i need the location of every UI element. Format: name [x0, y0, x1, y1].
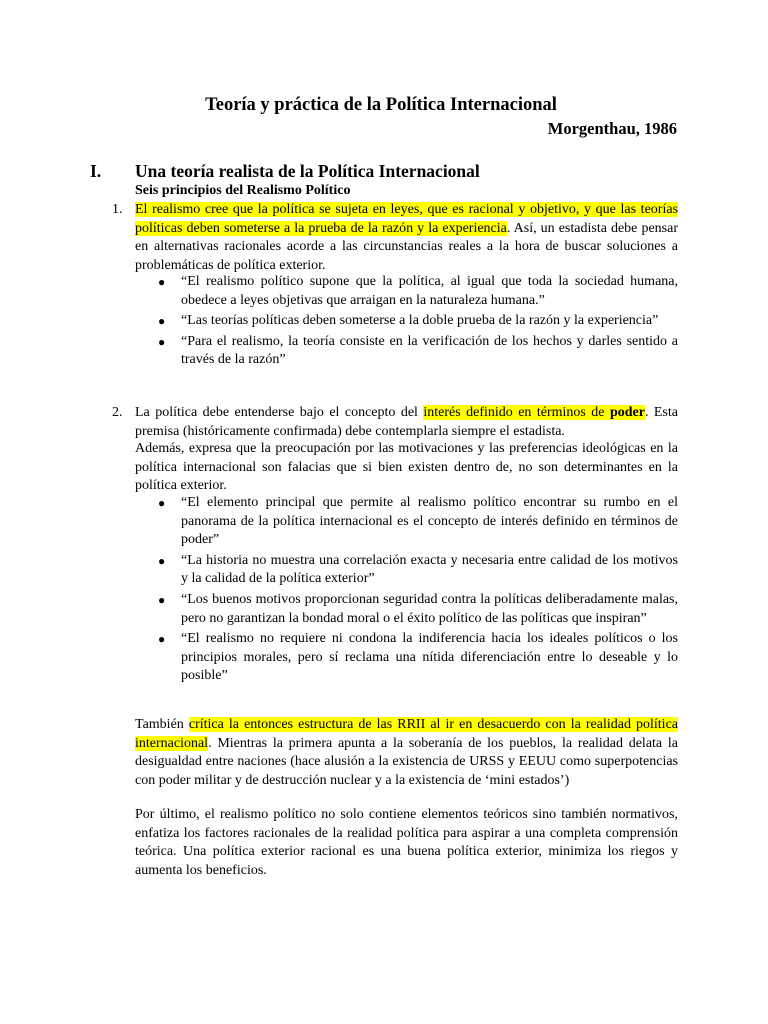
- section-subtitle: Seis principios del Realismo Político: [135, 183, 351, 198]
- document-title: Teoría y práctica de la Política Internacional: [205, 95, 557, 115]
- paragraph-2: [135, 404, 678, 441]
- bullet-text: “El elemento principal que permite al realismo político encontrar su rumbo en el panorama de la política internacional es el concepto de interés definido en términos de poder”: [181, 495, 678, 548]
- list-number-2: 2.: [112, 405, 123, 420]
- paragraph-4: Por último, el realismo político no solo contiene elementos teóricos sino también normativos, enfatiza los factores racionales de la realidad política para aspirar a una completa comprensión teórica. Una política exterior racional es una buena política exterior, minimiza los riegos y aumenta los beneficios.: [135, 807, 678, 878]
- list-item: [158, 630, 678, 686]
- highlighted-bold-text: poder: [609, 405, 645, 420]
- bullet-list-1: [158, 273, 678, 370]
- list-item: [158, 494, 678, 550]
- list-item: [158, 552, 678, 589]
- bullet-text: “Los buenos motivos proporcionan seguridad contra la políticas deliberadamente malas, pero no garantizan la bondad moral o el éxito político de las políticas que inspiran”: [181, 591, 678, 626]
- paragraph-text: La política debe entenderse bajo el concepto del: [135, 405, 424, 420]
- paragraph-text: . Mientras la primera apunta a la soberanía de los pueblos, la realidad delata la desigualdad entre naciones (hace alusión a la existencia de URSS y EEUU como superpotencias con poder militar y de destrucción nuclear y a la existencia de ‘mini estados’): [135, 735, 678, 788]
- list-item: [158, 312, 678, 331]
- list-item: [158, 591, 678, 628]
- bullet-dot-icon: ●: [158, 592, 166, 607]
- highlighted-text: crítica la entonces estructura de las RRII al ir en desacuerdo con la realidad política internacional: [135, 717, 678, 751]
- paragraph-text: También: [135, 717, 189, 732]
- list-item: [158, 273, 678, 310]
- paragraph-2b: Además, expresa que la preocupación por las motivaciones y las preferencias ideológicas en la política internacional son falacias que si bien existen dentro de, no son determinantes en la política exterior.: [135, 441, 678, 494]
- bullet-list-2: [158, 494, 678, 686]
- bullet-dot-icon: ●: [158, 314, 166, 329]
- bullet-dot-icon: ●: [158, 632, 166, 647]
- document-author: Morgenthau, 1986: [547, 119, 677, 138]
- paragraph-3: [135, 716, 678, 790]
- list-item: [158, 333, 678, 370]
- section-title: Una teoría realista de la Política Internacional: [135, 161, 480, 181]
- bullet-text: “El realismo político supone que la política, al igual que toda la sociedad humana, obedece a leyes objetivas que arraigan en la naturaleza humana.”: [181, 274, 678, 308]
- paragraph-1: [135, 201, 678, 275]
- section-number: I.: [90, 161, 102, 181]
- bullet-dot-icon: ●: [158, 334, 166, 349]
- list-number-1: 1.: [112, 202, 123, 217]
- paragraph-text: . Esta premisa (históricamente confirmada) debe contemplarla siempre el estadista.: [135, 405, 678, 439]
- paragraph-text: . Así, un estadista debe pensar en alternativas racionales acorde a las circunstancias reales a la hora de buscar soluciones a problemáticas de política exterior.: [135, 220, 678, 273]
- bullet-text: “El realismo no requiere ni condona la indiferencia hacia los ideales políticos o los principios morales, pero sí reclama una nítida diferenciación entre lo deseable y lo posible”: [181, 631, 678, 684]
- bullet-text: “Para el realismo, la teoría consiste en la verificación de los hechos y darles sentido a través de la razón”: [181, 333, 678, 368]
- bullet-dot-icon: ●: [158, 275, 166, 289]
- bullet-dot-icon: ●: [158, 496, 166, 510]
- bullet-dot-icon: ●: [158, 553, 166, 568]
- highlighted-text: El realismo cree que la política se sujeta en leyes, que es racional y objetivo, y que las teorías políticas deben someterse a la prueba de la razón y la experiencia: [135, 202, 678, 236]
- bullet-text: “Las teorías políticas deben someterse a la doble prueba de la razón y la experiencia”: [181, 313, 659, 329]
- highlighted-text: interés definido en términos de: [423, 405, 610, 420]
- bullet-text: “La historia no muestra una correlación exacta y necesaria entre calidad de los motivos y la calidad de la política exterior”: [181, 552, 678, 587]
